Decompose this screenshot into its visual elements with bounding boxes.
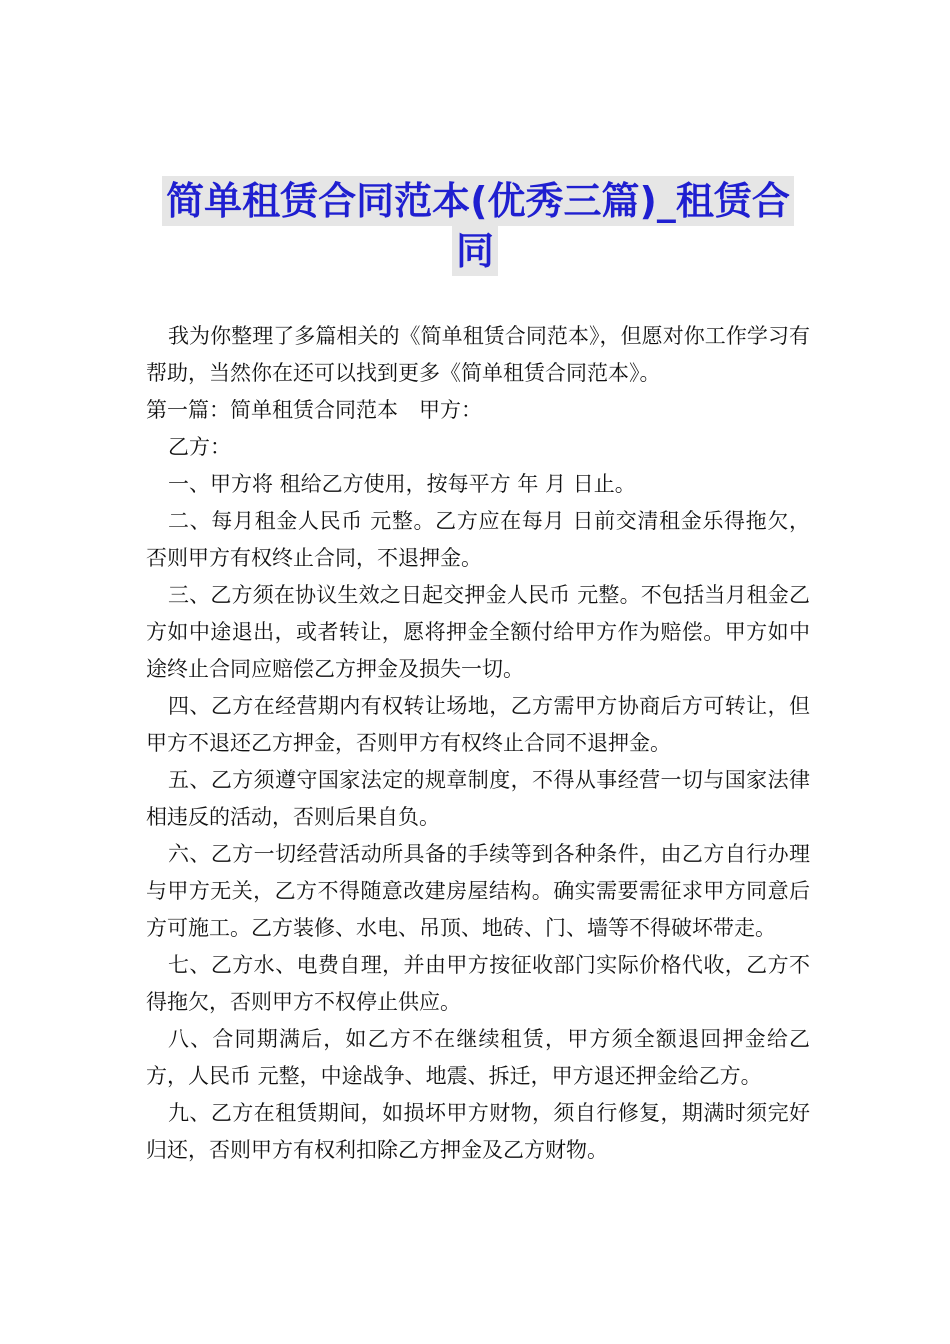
clause-1: 一、甲方将 租给乙方使用，按每平方 年 月 日止。 bbox=[168, 472, 636, 496]
document-body bbox=[146, 318, 810, 1169]
document-title bbox=[0, 176, 950, 276]
clause-9: 九、乙方在租赁期间，如损坏甲方财物，须自行修复，期满时须完好归还，否则甲方有权利扣除乙方押金及乙方财物。 bbox=[146, 1101, 810, 1162]
title-line-1: 简单租赁合同范本(优秀三篇)_租赁合 bbox=[162, 176, 794, 226]
clause-8: 八、合同期满后，如乙方不在继续租赁，甲方须全额退回押金给乙方，人民币 元整，中途战争、地震、拆迁，甲方退还押金给乙方。 bbox=[146, 1027, 810, 1088]
section-heading: 第一篇：简单租赁合同范本 甲方： bbox=[146, 398, 482, 422]
clause-5: 五、乙方须遵守国家法定的规章制度，不得从事经营一切与国家法律相违反的活动，否则后果自负。 bbox=[146, 768, 810, 829]
intro-paragraph: 我为你整理了多篇相关的《简单租赁合同范本》，但愿对你工作学习有帮助，当然你在还可以找到更多《简单租赁合同范本》。 bbox=[146, 324, 810, 385]
title-line-2: 同 bbox=[452, 226, 498, 276]
clause-3: 三、乙方须在协议生效之日起交押金人民币 元整。不包括当月租金乙方如中途退出，或者转让，愿将押金全额付给甲方作为赔偿。甲方如中途终止合同应赔偿乙方押金及损失一切。 bbox=[146, 583, 810, 681]
clause-7: 七、乙方水、电费自理，并由甲方按征收部门实际价格代收，乙方不得拖欠，否则甲方不权停止供应。 bbox=[146, 953, 810, 1014]
clause-4: 四、乙方在经营期内有权转让场地，乙方需甲方协商后方可转让，但甲方不退还乙方押金，否则甲方有权终止合同不退押金。 bbox=[146, 694, 810, 755]
clause-2: 二、每月租金人民币 元整。乙方应在每月 日前交清租金乐得拖欠，否则甲方有权终止合同，不退押金。 bbox=[146, 509, 810, 570]
party-b-line: 乙方： bbox=[168, 435, 231, 459]
clause-6: 六、乙方一切经营活动所具备的手续等到各种条件，由乙方自行办理与甲方无关，乙方不得随意改建房屋结构。确实需要需征求甲方同意后方可施工。乙方装修、水电、吊顶、地砖、门、墙等不得破坏带走。 bbox=[146, 842, 810, 940]
